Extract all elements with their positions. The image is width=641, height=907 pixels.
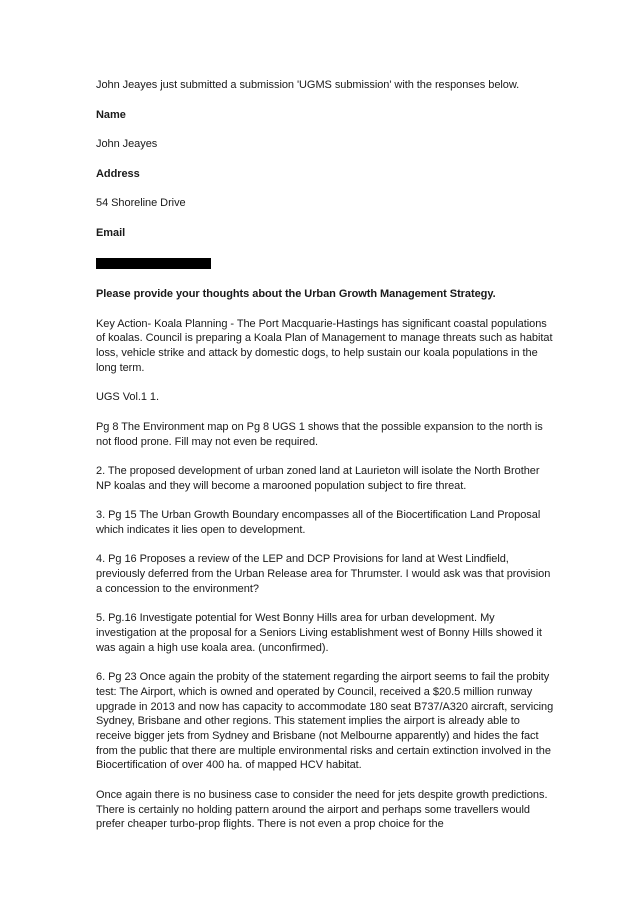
name-value: John Jeayes bbox=[96, 138, 158, 150]
response-paragraph-4: 4. Pg 16 Proposes a review of the LEP and DCP Provisions for land at West Lindfield, previously deferred from the Urban Release area for Thrumster. I would ask was that provision a concession to the environment? bbox=[96, 553, 551, 595]
response-paragraph-business-case: Once again there is no business case to consider the need for jets despite growth predictions. There is certainly no holding pattern around the airport and perhaps some travellers would prefer cheaper turbo-prop flights. There is not even a prop choice for the bbox=[96, 788, 548, 831]
response-paragraph-1: Pg 8 The Environment map on Pg 8 UGS 1 shows that the possible expansion to the north is not flood prone. Fill may not even be required. bbox=[96, 420, 543, 448]
response-paragraph-5: 5. Pg.16 Investigate potential for West Bonny Hills area for urban development. My investigation at the proposal for a Seniors Living establishment west of Bonny Hills showed it was again a high use koala area. (unconfirmed). bbox=[96, 612, 542, 654]
response-paragraph-6: 6. Pg 23 Once again the probity of the statement regarding the airport seems to fail the probity test: The Airport, which is owned and operated by Council, received a $20.5 million runway upgrade in 2013 and now has capacity to accommodate 180 seat B737/A320 aircraft, servicing Sydney, Brisbane and other regions. This statement implies the airport is already able to receive bigger jets from Sydney and Brisbane (not Melbourne apparently) and hides the fact from the public that there are multiple environmental risks and certain extinction involved in the Biocertification of over 400 ha. of mapped HCV habitat. bbox=[96, 671, 554, 772]
response-paragraph-2: 2. The proposed development of urban zoned land at Laurieton will isolate the North Brother NP koalas and they will become a marooned population subject to fire threat. bbox=[96, 465, 540, 492]
email-label: Email bbox=[96, 226, 126, 239]
intro-text: John Jeayes just submitted a submission 'UGMS submission' with the responses below. bbox=[96, 79, 520, 91]
response-paragraph-koala: Key Action- Koala Planning - The Port Macquarie-Hastings has significant coastal populations of koalas. Council is preparing a Koala Plan of Management to manage threats such as habitat loss, vehicle strike and attack by domestic dogs, to help sustain our koala populations in the long term. bbox=[96, 317, 553, 374]
name-label: Name bbox=[96, 108, 126, 121]
email-redaction bbox=[96, 258, 211, 269]
response-paragraph-ugs-ref: UGS Vol.1 1. bbox=[96, 391, 159, 404]
response-paragraph-3: 3. Pg 15 The Urban Growth Boundary encompasses all of the Biocertification Land Proposal which indicates it lies open to development. bbox=[96, 509, 541, 536]
question-heading: Please provide your thoughts about the Urban Growth Management Strategy. bbox=[96, 288, 496, 301]
address-value: 54 Shoreline Drive bbox=[96, 197, 186, 209]
submission-body bbox=[96, 78, 556, 847]
address-label: Address bbox=[96, 167, 140, 180]
